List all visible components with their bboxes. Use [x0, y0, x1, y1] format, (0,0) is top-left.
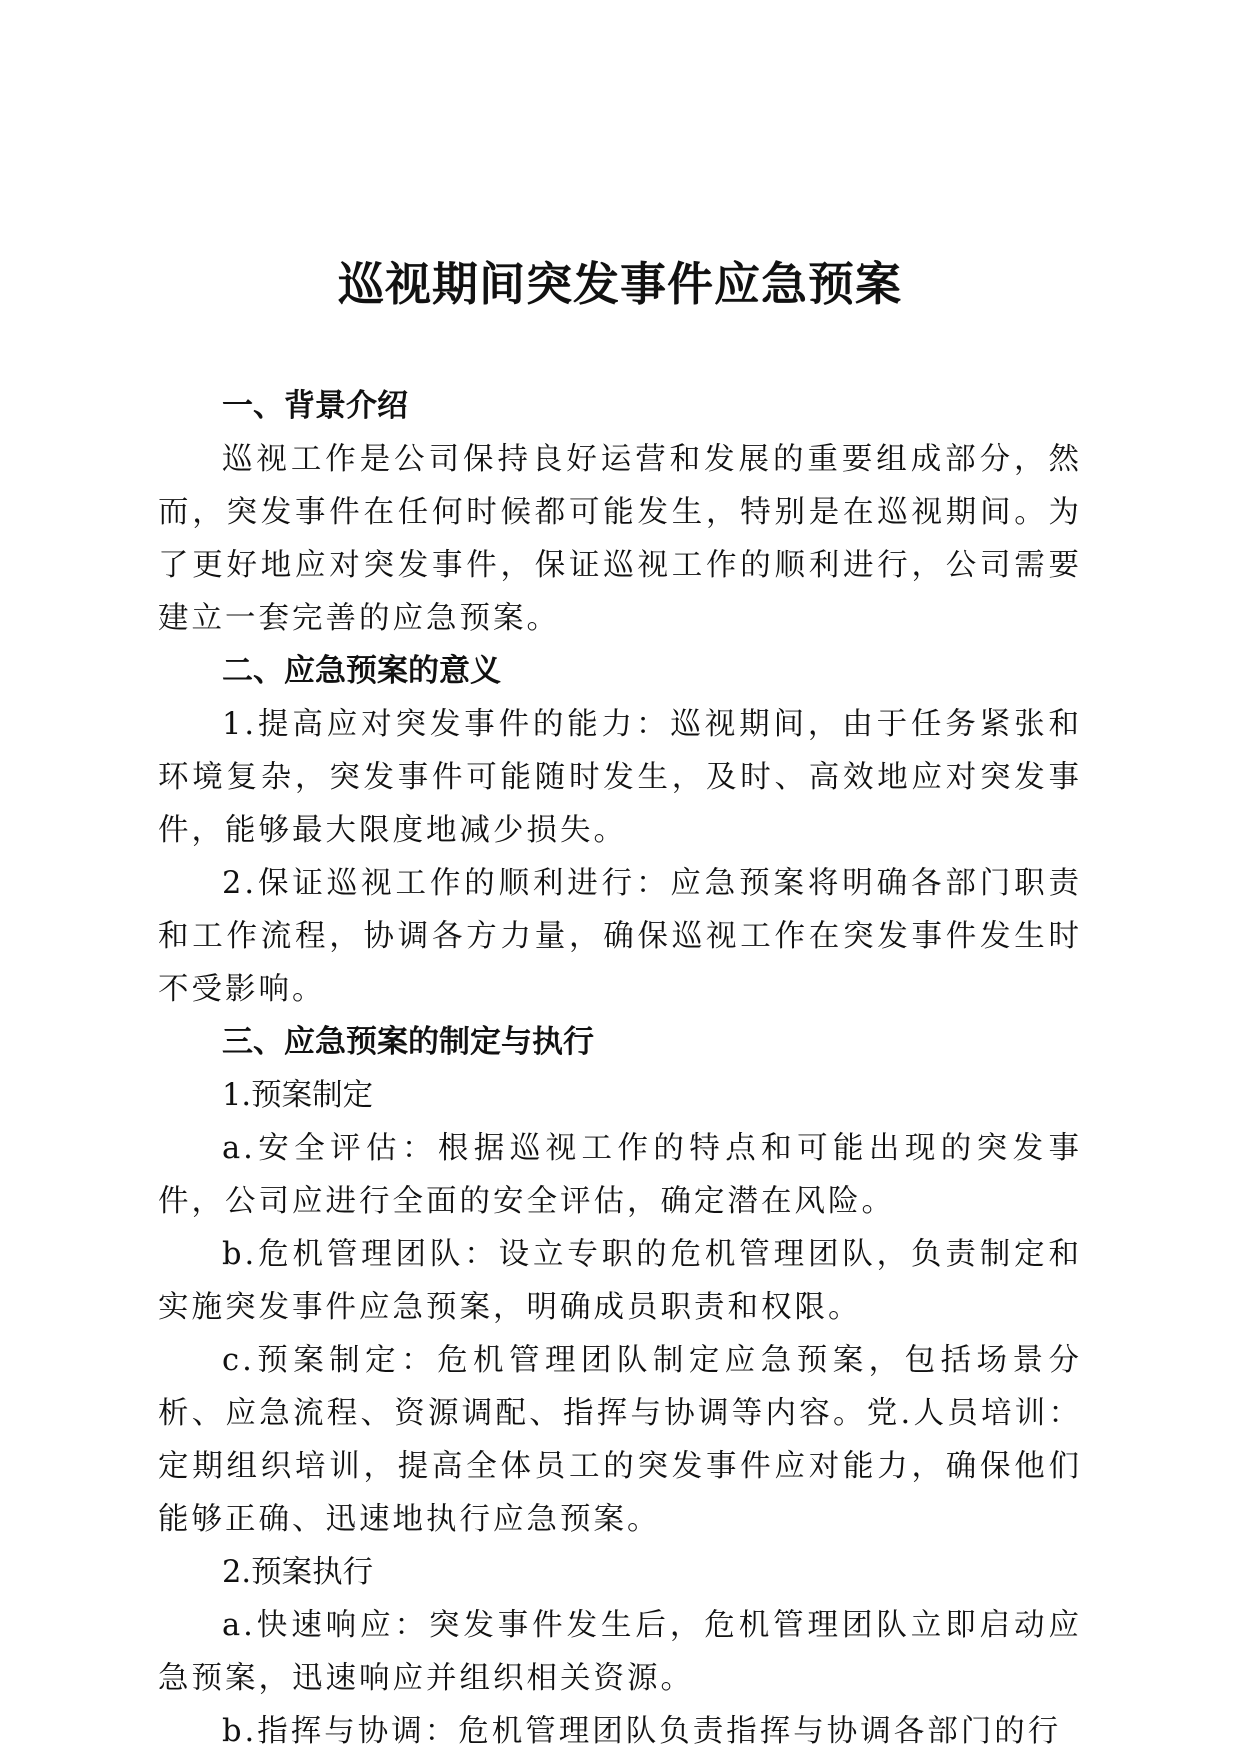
subheading-plan-formulation: 1.预案制定 [222, 1078, 374, 1113]
document-title: 巡视期间突发事件应急预案 [338, 257, 902, 311]
section-heading-background: 一、背景介绍 [222, 388, 408, 424]
section-heading-significance: 二、应急预案的意义 [222, 653, 501, 689]
subheading-plan-execution: 2.预案执行 [222, 1555, 374, 1590]
paragraph-safety-assessment: a.安全评估：根据巡视工作的特点和可能出现的突发事件，公司应进行全面的安全评估，确定潜在风险。 [158, 1131, 1082, 1219]
paragraph-plan-drafting: c.预案制定：危机管理团队制定应急预案，包括场景分析、应急流程、资源调配、指挥与协调等内容。党.人员培训：定期组织培训，提高全体员工的突发事件应对能力，确保他们能够正确、迅速地执行应急预案。 [158, 1343, 1082, 1537]
paragraph-significance-2: 2.保证巡视工作的顺利进行：应急预案将明确各部门职责和工作流程，协调各方力量，确保巡视工作在突发事件发生时不受影响。 [158, 866, 1082, 1007]
section-heading-formulation: 三、应急预案的制定与执行 [222, 1024, 594, 1060]
paragraph-background: 巡视工作是公司保持良好运营和发展的重要组成部分，然而，突发事件在任何时候都可能发生，特别是在巡视期间。为了更好地应对突发事件，保证巡视工作的顺利进行，公司需要建立一套完善的应急预案。 [158, 442, 1082, 636]
paragraph-significance-1: 1.提高应对突发事件的能力：巡视期间，由于任务紧张和环境复杂，突发事件可能随时发生，及时、高效地应对突发事件，能够最大限度地减少损失。 [158, 707, 1082, 848]
paragraph-crisis-team: b.危机管理团队：设立专职的危机管理团队，负责制定和实施突发事件应急预案，明确成员职责和权限。 [158, 1237, 1082, 1325]
paragraph-rapid-response: a.快速响应：突发事件发生后，危机管理团队立即启动应急预案，迅速响应并组织相关资源。 [158, 1608, 1082, 1696]
document-body [158, 380, 1082, 1758]
paragraph-command-coordination: b.指挥与协调：危机管理团队负责指挥与协调各部门的行 [222, 1714, 1062, 1749]
